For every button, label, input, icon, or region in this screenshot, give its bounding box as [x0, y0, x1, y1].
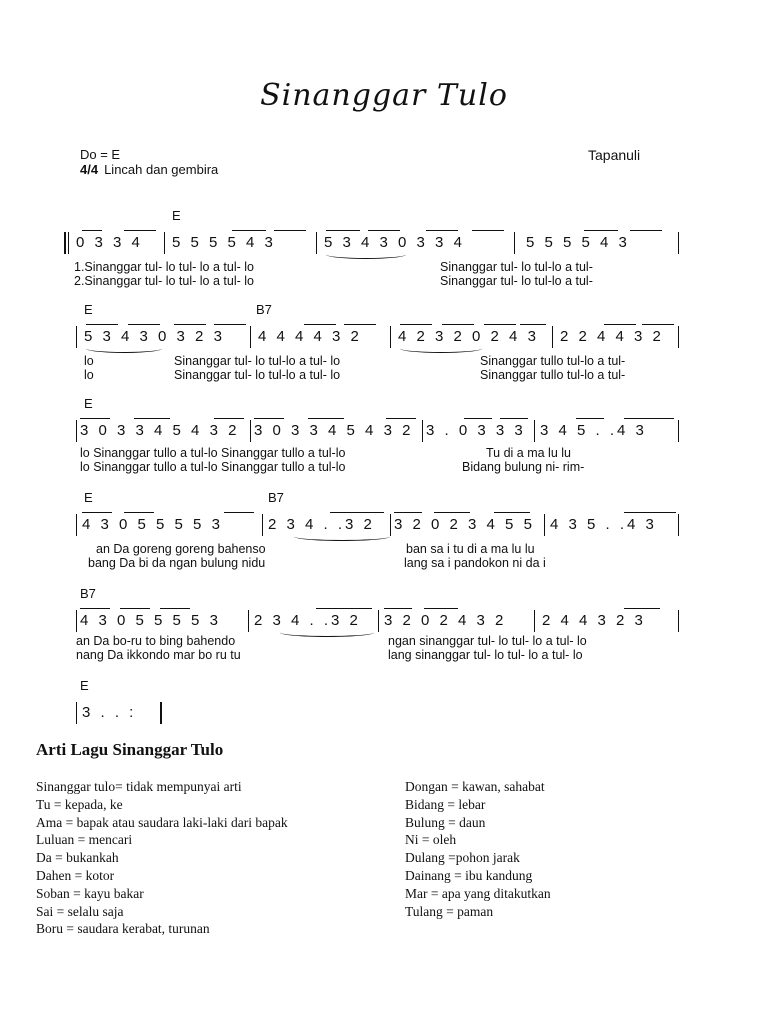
glossary-item: Luluan = mencari	[36, 832, 133, 848]
bar-line	[76, 420, 77, 442]
lyric-text: Sinanggar tullo tul-lo a tul-	[480, 354, 626, 368]
song-origin: Tapanuli	[588, 147, 641, 163]
bar-line	[390, 326, 391, 348]
page-title: Sinanggar Tulo	[260, 78, 508, 113]
bar-line	[678, 610, 679, 632]
bar-line	[76, 326, 77, 348]
score-system	[0, 396, 768, 481]
lyric-text: 2.Sinanggar tul- lo tul- lo a tul- lo	[74, 274, 254, 288]
measure: 5 5 5 5 4 3	[172, 234, 276, 251]
glossary-item: Dulang =pohon jarak	[405, 850, 520, 866]
lyric-text: Sinanggar tul- lo tul-lo a tul- lo	[174, 368, 341, 382]
lyric-text: lo Sinanggar tullo a tul-lo Sinanggar tullo a tul-lo	[80, 446, 346, 460]
measure: 4 4 4 4 3 2	[258, 328, 362, 345]
chord-symbol: B7	[268, 490, 284, 505]
bar-line	[678, 514, 679, 536]
glossary-heading: Arti Lagu Sinanggar Tulo	[36, 740, 224, 759]
lyric-text: Sinanggar tullo tul-lo a tul-	[480, 368, 626, 382]
glossary-item: Boru = saudara kerabat, turunan	[36, 921, 210, 937]
key-signature: Do = E	[80, 147, 121, 162]
measure: 3 2 0 2 4 3 2	[384, 612, 507, 629]
bar-line	[262, 514, 263, 536]
bar-line	[378, 610, 379, 632]
bar-line	[76, 514, 77, 536]
lyric-text: lo	[84, 368, 94, 382]
tempo-marking: Lincah dan gembira	[104, 162, 219, 177]
glossary-item: Dahen = kotor	[36, 867, 115, 883]
lyric-text: Tu di a ma lu lu	[486, 446, 571, 460]
bar-line	[678, 326, 679, 348]
glossary-item: Bulung = daun	[405, 814, 486, 830]
measure: 3 2 0 2 3 4 5 5	[394, 516, 535, 533]
measure: 4 3 5 . .4 3	[550, 516, 657, 533]
bar-line	[678, 232, 679, 254]
lyric-text: 1.Sinanggar tul- lo tul- lo a tul- lo	[74, 260, 254, 274]
tempo-line	[80, 162, 218, 177]
measure: 4 2 3 2 0 2 4 3	[398, 328, 539, 345]
bar-line	[390, 514, 391, 536]
lyric-text: lang sinanggar tul- lo tul- lo a tul- lo	[388, 648, 583, 662]
chord-symbol: B7	[256, 302, 272, 317]
measure: 2 2 4 4 3 2	[560, 328, 664, 345]
bar-line	[544, 514, 545, 536]
lyric-text: Sinanggar tul- lo tul-lo a tul-	[440, 260, 593, 274]
bar-line	[248, 610, 249, 632]
bar-line	[250, 326, 251, 348]
bar-line	[316, 232, 317, 254]
glossary-item: Dongan = kawan, sahabat	[405, 779, 545, 794]
score-system	[0, 586, 768, 671]
notation-line	[64, 226, 684, 256]
measure: 3 . 0 3 3 3	[426, 422, 526, 439]
lyric-text: lo	[84, 354, 94, 368]
repeat-end-bar	[160, 702, 162, 724]
lyric-text: Sinanggar tul- lo tul-lo a tul- lo	[174, 354, 341, 368]
chord-symbol: E	[84, 396, 93, 411]
bar-line	[514, 232, 515, 254]
repeat-start-bar	[64, 232, 66, 254]
glossary-item: Tulang = paman	[405, 903, 494, 919]
lyric-text: nang Da ikkondo mar bo ru tu	[76, 648, 241, 662]
lyric-text: lang sa i pandokon ni da i	[404, 556, 546, 570]
glossary-item: Tu = kepada, ke	[36, 796, 123, 812]
notation-line	[64, 508, 684, 538]
glossary-left-column	[36, 778, 288, 938]
glossary-item: Soban = kayu bakar	[36, 885, 144, 901]
glossary-item: Bidang = lebar	[405, 796, 486, 812]
lyric-text: bang Da bi da ngan bulung nidu	[88, 556, 266, 570]
bar-line	[422, 420, 423, 442]
glossary-item: Mar = apa yang ditakutkan	[405, 885, 551, 901]
measure: 4 3 0 5 5 5 5 3	[80, 612, 221, 629]
measure: 3 0 3 3 4 5 4 3 2	[80, 422, 240, 439]
bar-line	[678, 420, 679, 442]
bar-line	[534, 610, 535, 632]
chord-symbol: E	[172, 208, 181, 223]
measure: 2 3 4 . .3 2	[268, 516, 375, 533]
bar-line	[250, 420, 251, 442]
notation-line	[64, 414, 684, 444]
chord-symbol: E	[84, 302, 93, 317]
bar-line	[164, 232, 165, 254]
lyric-text: ngan sinanggar tul- lo tul- lo a tul- lo	[388, 634, 587, 648]
bar-line	[552, 326, 553, 348]
notation-line	[64, 320, 684, 350]
lyric-text: an Da goreng goreng bahenso	[96, 542, 266, 556]
score-system	[0, 490, 768, 575]
score-system	[0, 302, 768, 387]
bar-line	[534, 420, 535, 442]
measure: 5 5 5 5 4 3	[526, 234, 630, 251]
measure: 5 3 4 3 0 3 2 3	[84, 328, 225, 345]
glossary-item: Sai = selalu saja	[36, 903, 124, 919]
score-system	[0, 208, 768, 293]
measure: 3 0 3 3 4 5 4 3 2	[254, 422, 414, 439]
bar-line	[68, 232, 69, 254]
measure: 0 3 3 4	[76, 234, 143, 251]
chord-symbol: E	[84, 490, 93, 505]
lyric-text: Sinanggar tul- lo tul-lo a tul-	[440, 274, 593, 288]
notation-line	[64, 604, 684, 634]
measure: 3 . . :	[82, 704, 137, 721]
chord-symbol: B7	[80, 586, 96, 601]
glossary-item: Sinanggar tulo= tidak mempunyai arti	[36, 779, 242, 794]
measure: 2 4 4 3 2 3	[542, 612, 646, 629]
measure: 2 3 4 . .3 2	[254, 612, 361, 629]
chord-symbol: E	[80, 678, 89, 693]
lyric-text: an Da bo-ru to bing bahendo	[76, 634, 236, 648]
bar-line	[76, 610, 77, 632]
lyric-text: lo Sinanggar tullo a tul-lo Sinanggar tullo a tul-lo	[80, 460, 346, 474]
measure: 4 3 0 5 5 5 5 3	[82, 516, 223, 533]
measure: 5 3 4 3 0 3 3 4	[324, 234, 465, 251]
glossary-item: Dainang = ibu kandung	[405, 867, 533, 883]
glossary-right-column	[405, 778, 551, 920]
measure: 3 4 5 . .4 3	[540, 422, 647, 439]
notation-line	[64, 696, 684, 726]
score-system	[0, 678, 768, 728]
glossary-item: Ni = oleh	[405, 832, 457, 848]
bar-line	[76, 702, 77, 724]
lyric-text: Bidang bulung ni- rim-	[462, 460, 585, 474]
meter: 4/4	[80, 162, 99, 177]
glossary-item: Da = bukankah	[36, 850, 119, 866]
lyric-text: ban sa i tu di a ma lu lu	[406, 542, 535, 556]
glossary-item: Ama = bapak atau saudara laki-laki dari bapak	[36, 814, 288, 830]
